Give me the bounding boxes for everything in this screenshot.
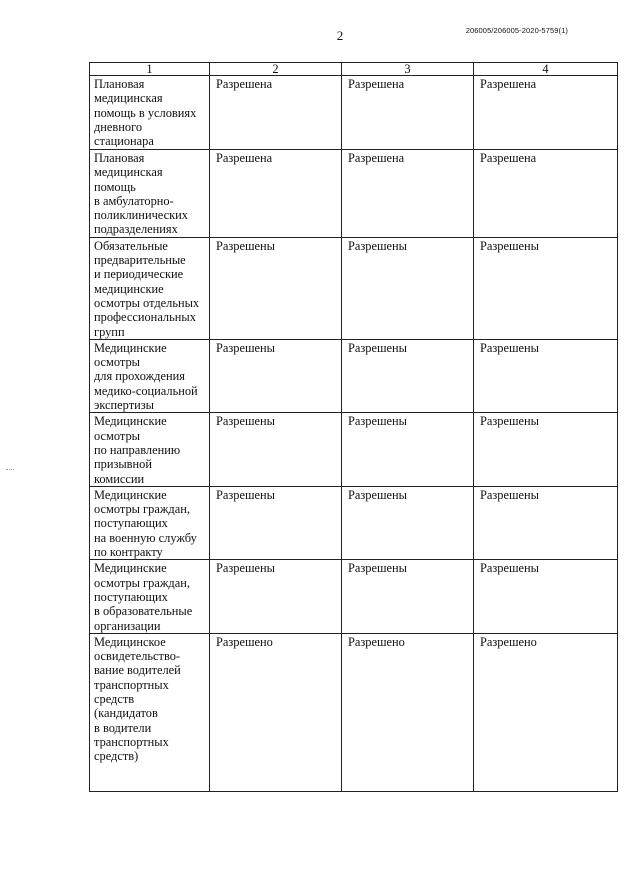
table-row [90, 150, 618, 238]
table-row [90, 486, 618, 559]
row-value-col2: Разрешены [210, 237, 342, 339]
row-value-col3: Разрешены [342, 237, 474, 339]
row-label: Медицинские осмотры граждан, поступающих на военную службу по контракту [90, 486, 210, 559]
table-row [90, 560, 618, 633]
row-value-col4: Разрешены [474, 486, 618, 559]
row-label: Плановая медицинская помощь в условиях дневного стационара [90, 76, 210, 150]
row-value-col2: Разрешены [210, 560, 342, 633]
row-label: Плановая медицинская помощь в амбулаторно- поликлинических подразделениях [90, 150, 210, 238]
table-header-row [90, 63, 618, 76]
table-row [90, 339, 618, 412]
row-value-col4: Разрешены [474, 560, 618, 633]
column-header-2: 2 [210, 63, 342, 76]
table-row [90, 237, 618, 339]
table-row [90, 413, 618, 486]
row-value-col3: Разрешены [342, 560, 474, 633]
row-value-col4: Разрешена [474, 150, 618, 238]
row-value-col3: Разрешены [342, 486, 474, 559]
row-value-col4: Разрешены [474, 339, 618, 412]
row-value-col2: Разрешены [210, 413, 342, 486]
row-label: Медицинские осмотры по направлению призывной комиссии [90, 413, 210, 486]
table-row [90, 633, 618, 791]
row-label: Медицинские осмотры для прохождения медико-социальной экспертизы [90, 339, 210, 412]
row-label: Медицинское освидетельство- вание водителей транспортных средств (кандидатов в водители транспортных средств) [90, 633, 210, 791]
column-header-4: 4 [474, 63, 618, 76]
permissions-table [89, 62, 618, 792]
row-value-col2: Разрешена [210, 150, 342, 238]
document-id: 206005/206005-2020-5759(1) [465, 26, 568, 35]
row-value-col3: Разрешено [342, 633, 474, 791]
column-header-1: 1 [90, 63, 210, 76]
scan-margin-mark [6, 469, 14, 470]
row-value-col2: Разрешена [210, 76, 342, 150]
row-label: Обязательные предварительные и периодические медицинские осмотры отдельных профессиональных групп [90, 237, 210, 339]
row-value-col3: Разрешена [342, 76, 474, 150]
column-header-3: 3 [342, 63, 474, 76]
row-value-col2: Разрешено [210, 633, 342, 791]
row-value-col2: Разрешены [210, 486, 342, 559]
row-value-col2: Разрешены [210, 339, 342, 412]
page-number: 2 [336, 28, 344, 43]
row-value-col4: Разрешено [474, 633, 618, 791]
table-row [90, 76, 618, 150]
row-value-col4: Разрешена [474, 76, 618, 150]
row-value-col3: Разрешены [342, 413, 474, 486]
row-value-col3: Разрешена [342, 150, 474, 238]
row-value-col4: Разрешены [474, 237, 618, 339]
row-label: Медицинские осмотры граждан, поступающих в образовательные организации [90, 560, 210, 633]
row-value-col4: Разрешены [474, 413, 618, 486]
row-value-col3: Разрешены [342, 339, 474, 412]
